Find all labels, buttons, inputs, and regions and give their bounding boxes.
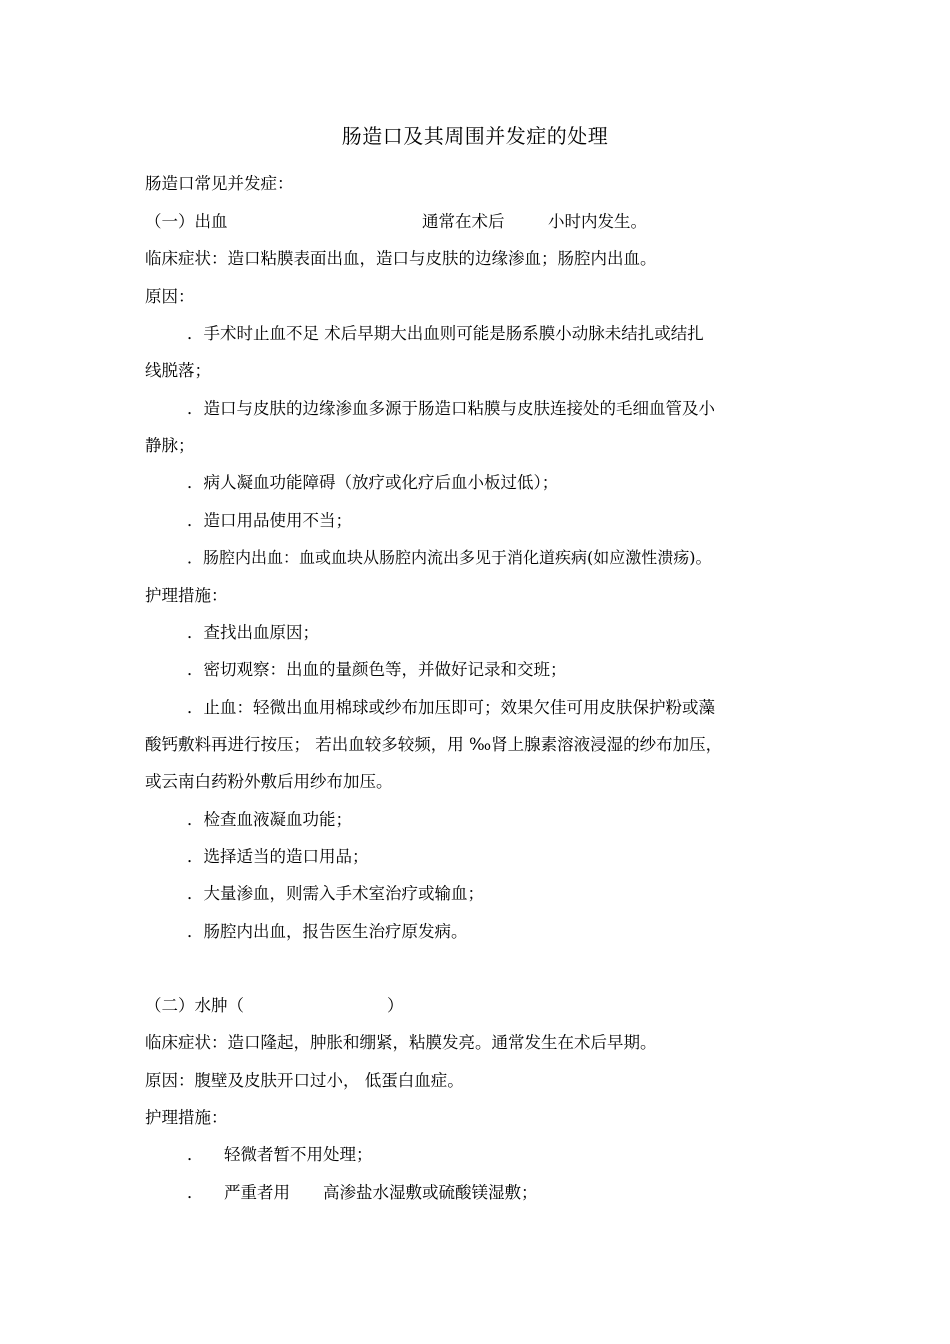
- section-2-heading-close: ）: [387, 996, 404, 1015]
- care-3-line-b: 酸钙敷料再进行按压； 若出血较多较频，用 ‰肾上腺素溶液浸湿的纱布加压，: [145, 735, 723, 754]
- care-3-line-c: 或云南白药粉外敷后用纱布加压。: [145, 772, 393, 791]
- section-2-care-1-bullet: ．: [187, 1145, 204, 1164]
- cause-5: ．肠腔内出血：血或血块从肠腔内流出多见于消化道疾病(如应激性溃疡)。: [187, 548, 712, 567]
- section-2-care-2-text-a: 严重者用: [224, 1183, 290, 1202]
- intro-text: 肠造口常见并发症：: [145, 174, 294, 193]
- section-2-care-2-bullet: ．: [187, 1183, 204, 1202]
- section-1-heading-row: [145, 210, 845, 234]
- section-2-symptoms: 临床症状：造口隆起，肿胀和绷紧，粘膜发亮。通常发生在术后早期。: [145, 1033, 657, 1052]
- section-1-symptoms: 临床症状：造口粘膜表面出血，造口与皮肤的边缘渗血；肠腔内出血。: [145, 249, 657, 268]
- care-7: ．肠腔内出血，报告医生治疗原发病。: [187, 922, 468, 941]
- section-1-note-a: 通常在术后: [422, 212, 505, 231]
- cause-1-line-a: ．手术时止血不足 术后早期大出血则可能是肠系膜小动脉未结扎或结扎: [187, 324, 704, 343]
- care-5: ．选择适当的造口用品；: [187, 847, 369, 866]
- cause-3: ．病人凝血功能障碍（放疗或化疗后血小板过低）；: [187, 473, 559, 492]
- document-title: 肠造口及其周围并发症的处理: [341, 124, 609, 148]
- section-2-care-1: [187, 1143, 587, 1167]
- section-2-care-label: 护理措施：: [145, 1108, 228, 1127]
- section-2-causes: 原因：腹壁及皮肤开口过小， 低蛋白血症。: [145, 1071, 464, 1090]
- section-2-care-2: [187, 1181, 687, 1205]
- cause-1-line-b: 线脱落；: [145, 361, 211, 380]
- cause-4: ．造口用品使用不当；: [187, 511, 352, 530]
- care-6: ．大量渗血，则需入手术室治疗或输血；: [187, 884, 484, 903]
- section-2-heading-row: [145, 994, 445, 1018]
- care-3-line-a: ．止血：轻微出血用棉球或纱布加压即可；效果欠佳可用皮肤保护粉或藻: [187, 698, 715, 717]
- care-2: ．密切观察：出血的量颜色等，并做好记录和交班；: [187, 660, 567, 679]
- section-1-heading: （一）出血: [145, 212, 228, 231]
- section-1-note-b: 小时内发生。: [548, 212, 647, 231]
- section-1-causes-label: 原因：: [145, 287, 195, 306]
- care-4: ．检查血液凝血功能；: [187, 810, 352, 829]
- care-1: ．查找出血原因；: [187, 623, 319, 642]
- section-2-care-1-text: 轻微者暂不用处理；: [224, 1145, 373, 1164]
- section-2-care-2-text-b: 高渗盐水湿敷或硫酸镁湿敷；: [323, 1183, 538, 1202]
- cause-2-line-b: 静脉；: [145, 436, 195, 455]
- section-2-heading: （二）水肿（: [145, 996, 244, 1015]
- section-1-care-label: 护理措施：: [145, 586, 228, 605]
- cause-2-line-a: ．造口与皮肤的边缘渗血多源于肠造口粘膜与皮肤连接处的毛细血管及小: [187, 399, 715, 418]
